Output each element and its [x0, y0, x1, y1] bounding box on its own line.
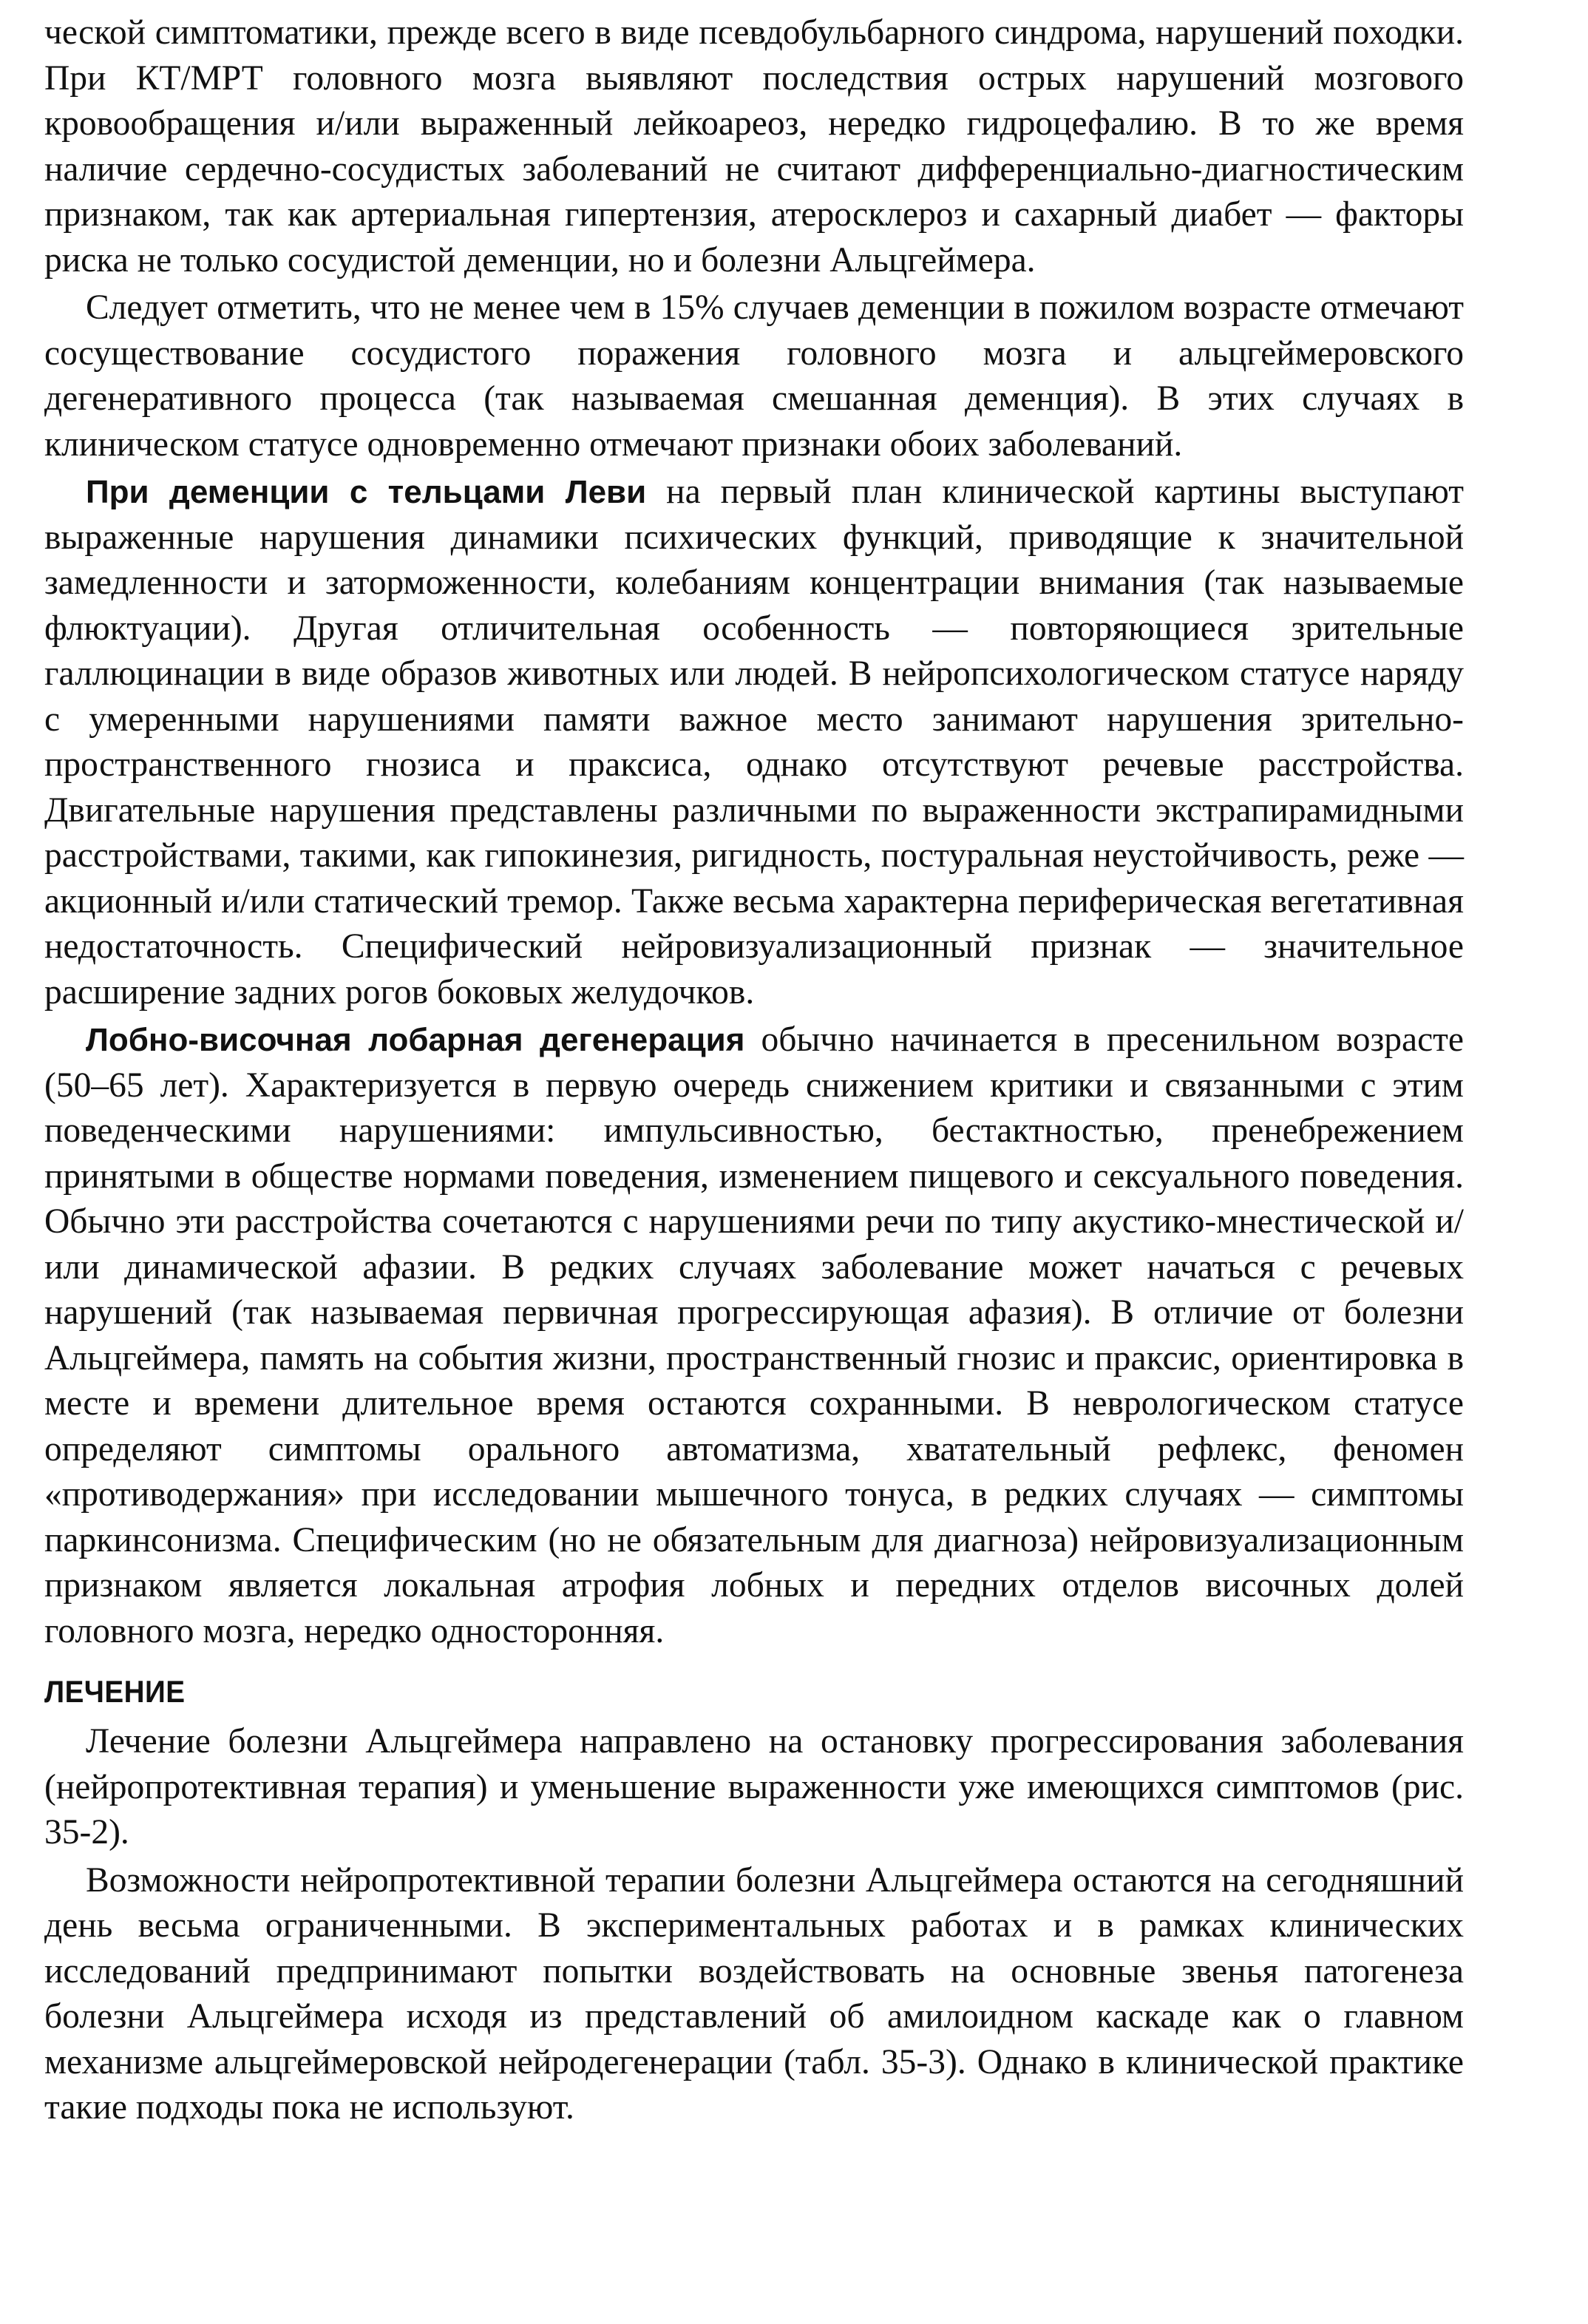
- paragraph-text: Лечение болезни Альцгеймера направлено на остановку прогрессирования заболевания (нейропротективная терапия) и уменьшение выраженности уже имеющихся симптомов (рис. 35-2).: [44, 1722, 1464, 1852]
- term-lewy-body-dementia: При деменции с тельцами Леви: [86, 474, 647, 510]
- term-frontotemporal-degeneration: Лобно-височная лобарная дегенерация: [86, 1022, 745, 1058]
- document-page: [44, 10, 1464, 2133]
- paragraph-text: на первый план клинической картины выступают выраженные нарушения динамики психических функций, приводящие к значительной замедленности и заторможенности, колебаниям концентрации внимания (так называемые флюктуации). Другая отличительная особенность — повторяющиеся зрительные галлюцинации в виде образов животных или людей. В нейропсихологическом статусе наряду с умеренными нарушениями памяти важное место занимают нарушения зрительно-пространственного гнозиса и праксиса, однако отсутствуют речевые расстройства. Двигательные нарушения представлены различными по выраженности экстрапирамидными расстройствами, такими, как гипокинезия, ригидность, постуральная неустойчивость, реже — акционный и/или статический тремор. Также весьма характерна периферическая вегетативная недостаточность. Специфический нейровизуализационный признак — значительное расширение задних рогов боковых желудочков.: [44, 472, 1464, 1012]
- paragraph-text: ческой симптоматики, прежде всего в виде псевдобульбарного синдрома, нарушений походки. При КТ/МРТ головного мозга выявляют последствия острых нарушений мозгового кровообращения и/или выраженный лейкоареоз, нередко гидроцефалию. В то же время наличие сердечно-сосудистых заболеваний не считают дифференциально-диагностическим признаком, так как артериальная гипертензия, атеросклероз и сахарный диабет — факторы риска не только сосудистой деменции, но и болезни Альцгеймера.: [44, 13, 1464, 280]
- paragraph-mixed-dementia: [44, 285, 1464, 467]
- paragraph-frontotemporal-degeneration: [44, 1017, 1464, 1654]
- paragraph-treatment-goals: [44, 1719, 1464, 1856]
- paragraph-vascular-dementia-continued: [44, 10, 1464, 283]
- paragraph-text: Следует отметить, что не менее чем в 15% случаев деменции в пожилом возрасте отмечают сосуществование сосудистого поражения головного мозга и альцгеймеровского дегенеративного процесса (так называемая смешанная деменция). В этих случаях в клиническом статусе одновременно отмечают признаки обоих заболеваний.: [44, 288, 1464, 464]
- paragraph-text: обычно начинается в пресенильном возрасте (50–65 лет). Характеризуется в первую очередь снижением критики и связанными с этим поведенческими нарушениями: импульсивностью, бестактностью, пренебрежением принятыми в обществе нормами поведения, изменением пищевого и сексуального поведения. Обычно эти расстройства сочетаются с нарушениями речи по типу акустико-мнестической и/или динамической афазии. В редких случаях заболевание может начаться с речевых нарушений (так называемая первичная прогрессирующая афазия). В отличие от болезни Альцгеймера, память на события жизни, пространственный гнозис и праксис, ориентировка в месте и времени длительное время остаются сохранными. В неврологическом статусе определяют симптомы орального автоматизма, хватательный рефлекс, феномен «противодержания» при исследовании мышечного тонуса, в редких случаях — симптомы паркинсонизма. Специфическим (но не обязательным для диагноза) нейровизуализационным признаком является локальная атрофия лобных и передних отделов височных долей головного мозга, нередко односторонняя.: [44, 1020, 1464, 1650]
- paragraph-neuroprotective-therapy: [44, 1858, 1464, 2131]
- paragraph-lewy-body-dementia: [44, 470, 1464, 1015]
- paragraph-text: Возможности нейропротективной терапии болезни Альцгеймера остаются на сегодняшний день весьма ограниченными. В экспериментальных работах и в рамках клинических исследований предпринимают попытки воздействовать на основные звенья патогенеза болезни Альцгеймера исходя из представлений об амилоидном каскаде как о главном механизме альцгеймеровской нейродегенерации (табл. 35-3). Однако в клинической практике такие подходы пока не используют.: [44, 1860, 1464, 2127]
- section-heading-treatment: ЛЕЧЕНИЕ: [44, 1674, 186, 1709]
